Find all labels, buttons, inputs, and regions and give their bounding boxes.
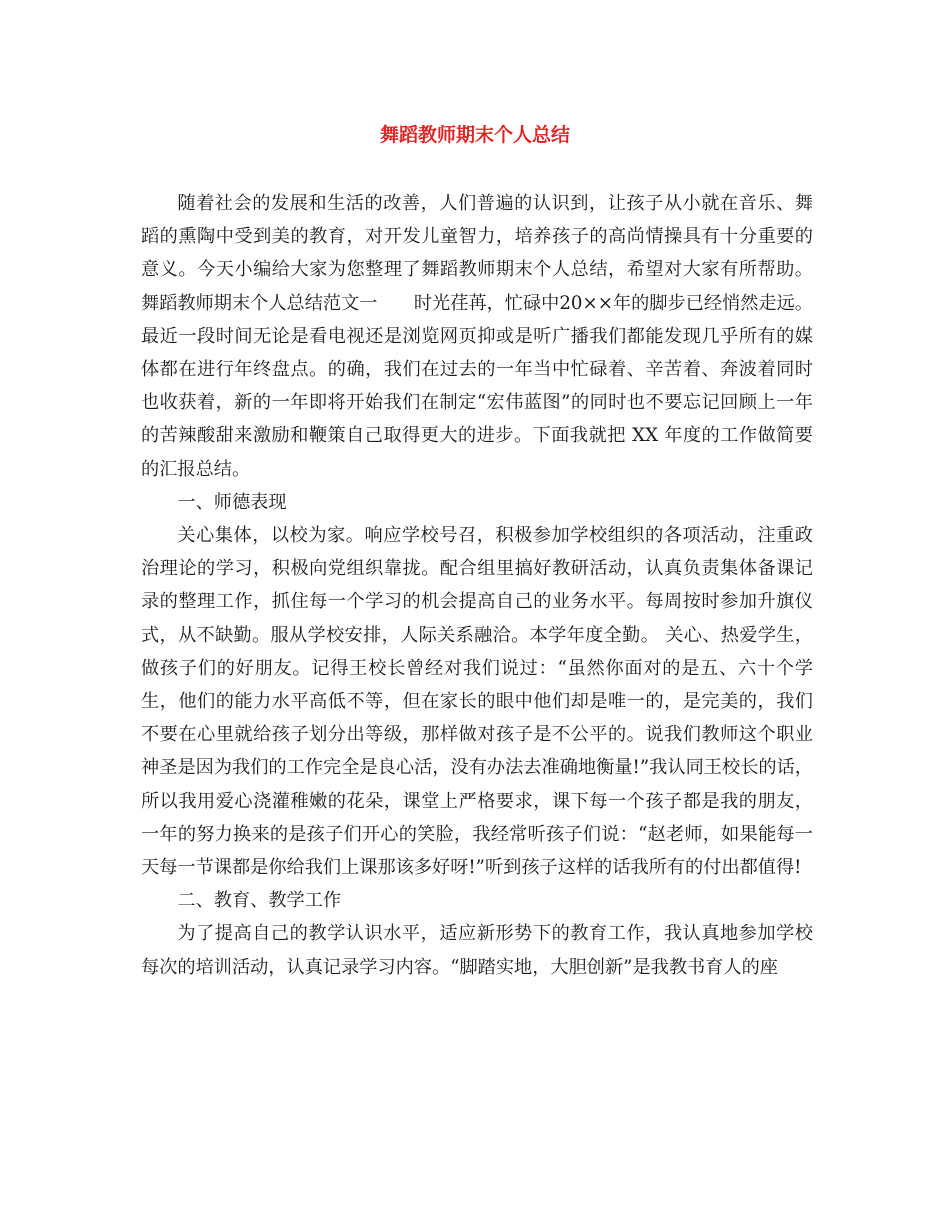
document-body [141,187,813,984]
paragraph-teaching: 为了提高自己的教学认识水平，适应新形势下的教育工作，我认真地参加学校每次的培训活动，认真记录学习内容。“脚踏实地，大胆创新”是我教书育人的座 [141,923,813,978]
paragraph-intro: 随着社会的发展和生活的改善，人们普遍的认识到，让孩子从小就在音乐、舞蹈的熏陶中受到美的教育，对开发儿童智力，培养孩子的高尚情操具有十分重要的意义。今天小编给大家为您整理了舞蹈教师期末个人总结，希望对大家有所帮助。舞蹈教师期末个人总结范文一 时光荏苒，忙碌中20××年的脚步已经悄然走远。最近一段时间无论是看电视还是浏览网页抑或是听广播我们都能发现几乎所有的媒体都在进行年终盘点。的确，我们在过去的一年当中忙碌着、辛苦着、奔波着同时也收获着，新的一年即将开始我们在制定“宏伟蓝图”的同时也不要忘记回顾上一年的苦辣酸甜来激励和鞭策自己取得更大的进步。下面我就把 XX 年度的工作做简要的汇报总结。 [141,193,813,480]
paragraph-ethics: 关心集体，以校为家。响应学校号召，积极参加学校组织的各项活动，注重政治理论的学习，积极向党组织靠拢。配合组里搞好教研活动，认真负责集体备课记录的整理工作，抓住每一个学习的机会提高自己的业务水平。每周按时参加升旗仪式，从不缺勤。服从学校安排，人际关系融洽。本学年度全勤。 关心、热爱学生，做孩子们的好朋友。记得王校长曾经对我们说过：“虽然你面对的是五、六十个学生，他们的能力水平高低不等，但在家长的眼中他们却是唯一的，是完美的，我们不要在心里就给孩子划分出等级，那样做对孩子是不公平的。说我们教师这个职业神圣是因为我们的工作完全是良心活，没有办法去准确地衡量!”我认同王校长的话，所以我用爱心浇灌稚嫩的花朵，课堂上严格要求，课下每一个孩子都是我的朋友，一年的努力换来的是孩子们开心的笑脸，我经常听孩子们说：“赵老师，如果能每一天每一节课都是你给我们上课那该多好呀!”听到孩子这样的话我所有的付出都值得! [141,525,813,879]
section-heading-teaching: 二、教育、教学工作 [177,890,342,912]
section-heading-ethics: 一、师德表现 [177,491,287,513]
document-title: 舞蹈教师期末个人总结 [379,124,570,146]
